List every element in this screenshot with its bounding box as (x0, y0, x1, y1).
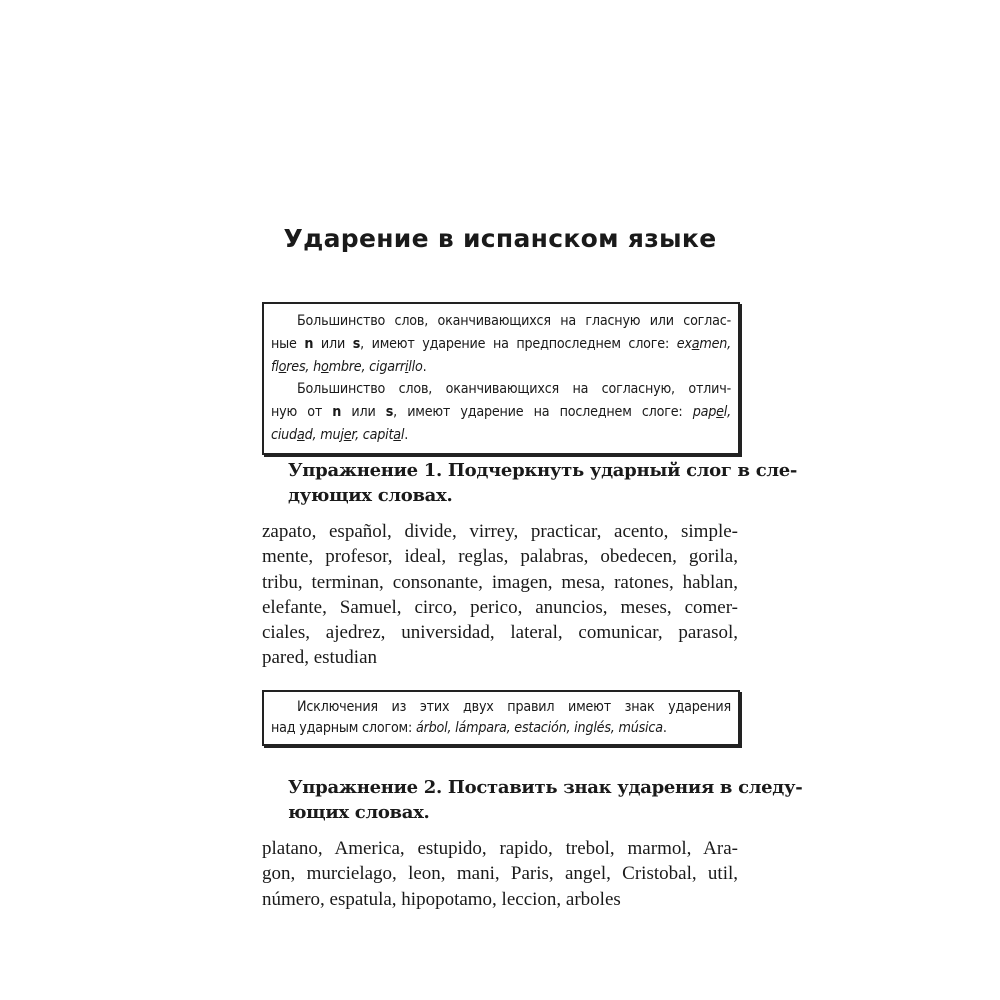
exercise-2-words (262, 836, 738, 912)
example-word: l, (723, 404, 731, 421)
example-word: mbre, cigarr (328, 358, 405, 375)
text-segment: Исключения из этих двух правил имеют знак ударения (297, 699, 731, 715)
text-segment: ные (271, 335, 305, 352)
text-line: tribu, terminan, consonante, imagen, mesa, ratones, hablan, (262, 571, 738, 593)
text-segment: . (422, 358, 427, 375)
text-segment: , имеют ударение на последнем слоге: (393, 404, 693, 421)
text-line (271, 718, 731, 739)
example-word: men, (699, 335, 731, 352)
stressed-vowel: a (296, 426, 305, 443)
example-word: ciud (271, 426, 297, 443)
text-segment: Большинство слов, оканчивающихся на гласную или соглас- (297, 313, 731, 329)
text-line: Упражнение 1. Подчеркнуть ударный слог в сле- (288, 460, 798, 481)
text-segment: или (313, 335, 353, 352)
stressed-vowel: i (404, 358, 409, 375)
text-line: elefante, Samuel, circo, perico, anuncios, meses, comer- (262, 596, 738, 618)
exercise-2-heading (288, 776, 803, 825)
stressed-vowel: o (278, 358, 287, 375)
example-word: fl (271, 358, 279, 375)
stressed-vowel: a (691, 335, 700, 352)
text-line: Упражнение 2. Поставить знак ударения в следу- (288, 777, 803, 798)
page-title: Ударение в испанском языке (283, 224, 717, 253)
text-line: ющих словах. (288, 801, 430, 823)
example-word: l (400, 426, 405, 443)
text-line: mente, profesor, ideal, reglas, palabras, obedecen, gorila, (262, 546, 738, 568)
stressed-vowel: e (716, 404, 724, 421)
text-line (271, 697, 731, 718)
text-line (271, 424, 731, 447)
text-line: ciales, ajedrez, universidad, lateral, comunicar, parasol, (262, 622, 738, 644)
example-word: d, muj (304, 426, 344, 443)
example-word: árbol, lámpara, estación, inglés, música (415, 720, 663, 736)
text-line (271, 333, 731, 356)
text-segment: . (662, 720, 667, 736)
text-segment: Большинство слов, оканчивающихся на согласную, отлич- (297, 381, 731, 398)
stressed-vowel: a (393, 426, 401, 443)
example-word: ex (676, 335, 692, 352)
text-line (271, 310, 731, 333)
example-word: pap (692, 404, 717, 421)
bold-letter: n (332, 404, 342, 421)
rule-box (262, 302, 740, 455)
text-line (271, 401, 731, 424)
text-line: número, espatula, hipopotamo, leccion, arboles (262, 888, 621, 910)
example-word: llo (408, 358, 423, 375)
text-line: zapato, español, divide, virrey, practicar, acento, simple- (262, 521, 738, 542)
text-line: platano, America, estupido, rapido, trebol, marmol, Ara- (262, 838, 738, 859)
text-line: дующих словах. (288, 484, 453, 506)
stressed-vowel: e (343, 426, 352, 443)
stressed-vowel: o (321, 358, 329, 375)
text-segment: или (341, 404, 386, 421)
bold-letter: s (385, 404, 394, 421)
text-segment: . (404, 426, 409, 443)
text-segment: , имеют ударение на предпоследнем слоге: (360, 335, 677, 352)
text-line (271, 356, 731, 379)
example-word: res, h (286, 358, 321, 375)
bold-letter: s (352, 335, 361, 352)
text-line: gon, murcielago, leon, mani, Paris, angel, Cristobal, util, (262, 863, 738, 885)
exercise-1-heading (288, 459, 798, 508)
text-line (271, 378, 731, 401)
bold-letter: n (304, 335, 314, 352)
exception-box (262, 690, 740, 746)
example-word: r, capit (351, 426, 394, 443)
text-line: pared, estudian (262, 647, 378, 669)
text-segment: над ударным слогом: (271, 720, 416, 736)
exercise-1-words (262, 519, 738, 671)
text-segment: ную от (271, 404, 333, 421)
